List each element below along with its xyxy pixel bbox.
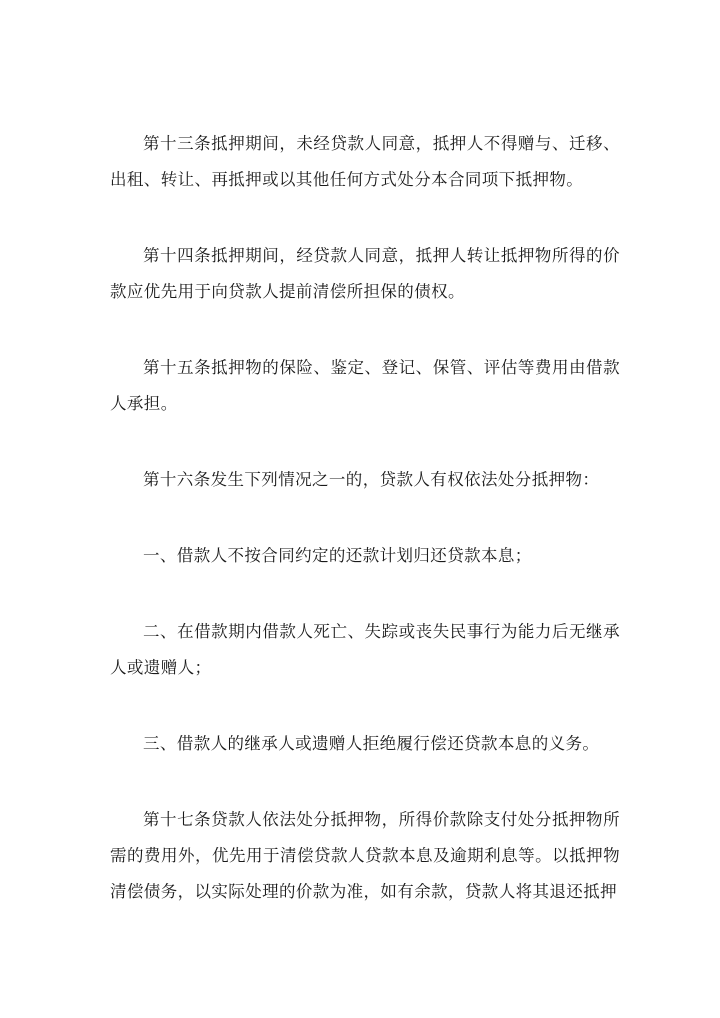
paragraph-article-13: 第十三条抵押期间，未经贷款人同意，抵押人不得赠与、迁移、出租、转让、再抵押或以其他任何方式处分本合同项下抵押物。 — [110, 134, 620, 189]
paragraph-item-2: 二、在借款期内借款人死亡、失踪或丧失民事行为能力后无继承人或遗赠人； — [110, 622, 620, 677]
paragraph-article-14: 第十四条抵押期间，经贷款人同意，抵押人转让抵押物所得的价款应优先用于向贷款人提前清偿所担保的债权。 — [110, 246, 620, 301]
paragraph-item-3: 三、借款人的继承人或遗赠人拒绝履行偿还贷款本息的义务。 — [143, 734, 600, 753]
paragraph-article-17: 第十七条贷款人依法处分抵押物，所得价款除支付处分抵押物所需的费用外，优先用于清偿贷款人贷款本息及逾期利息等。以抵押物清偿债务，以实际处理的价款为准，如有余款，贷款人将其退还抵押 — [110, 810, 620, 901]
paragraph-item-1: 一、借款人不按合同约定的还款计划归还贷款本息； — [143, 546, 532, 565]
paragraph-article-15: 第十五条抵押物的保险、鉴定、登记、保管、评估等费用由借款人承担。 — [110, 358, 620, 413]
paragraph-article-16: 第十六条发生下列情况之一的，贷款人有权依法处分抵押物： — [143, 470, 600, 489]
document-body — [110, 126, 620, 950]
